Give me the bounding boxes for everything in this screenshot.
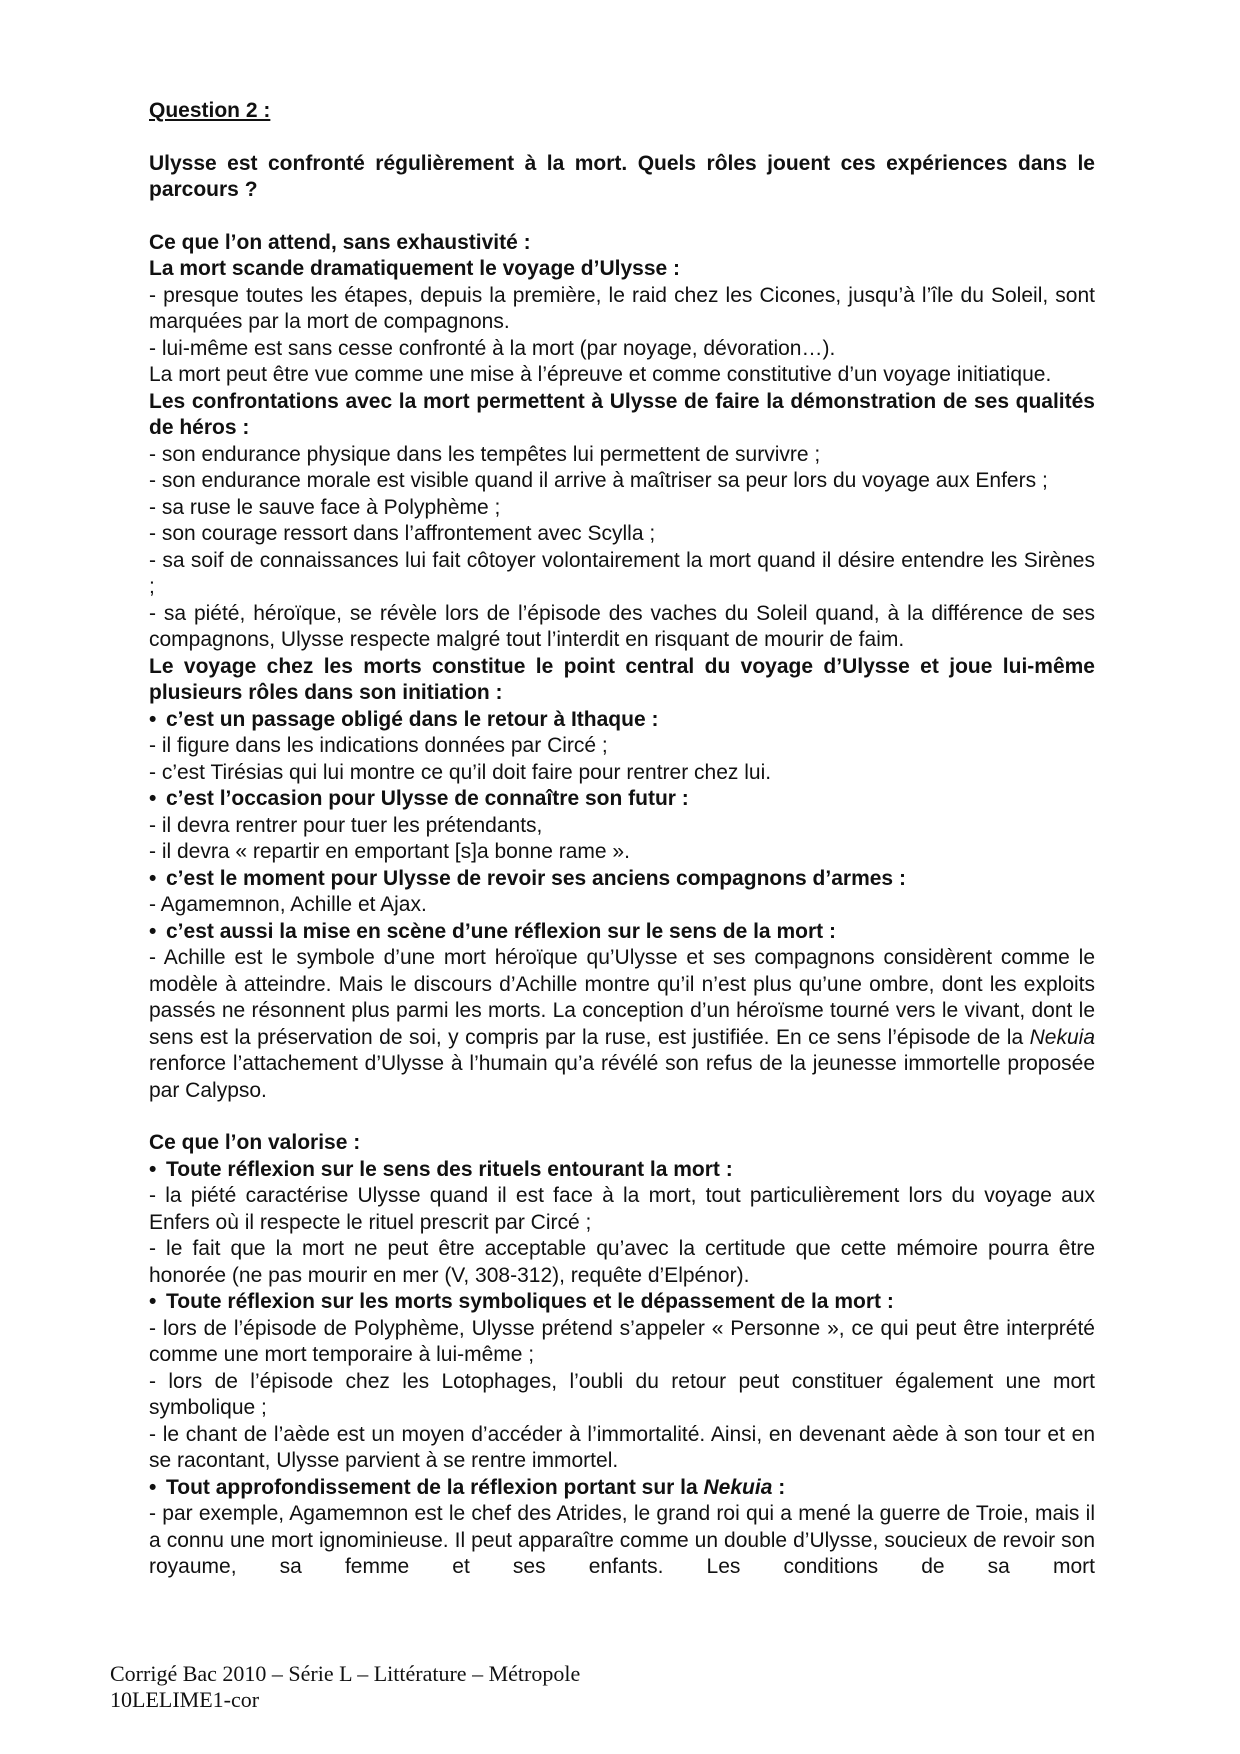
paragraph-text: renforce l’attachement d’Ulysse à l’humain qu’a révélé son refus de la jeunesse immortelle proposée par Calypso. bbox=[149, 1052, 1095, 1102]
document-body bbox=[149, 98, 1095, 1581]
italic-title: Nekuia bbox=[1029, 1025, 1095, 1049]
footer-code: 10LELIME1-cor bbox=[110, 1687, 260, 1712]
spacer bbox=[149, 204, 1095, 230]
bullet-heading bbox=[149, 1475, 1095, 1502]
body-line: - sa piété, héroïque, se révèle lors de l’épisode des vaches du Soleil quand, à la différence de ses compagnons, Ulysse respecte malgré tout l’interdit en risquant de mourir de faim. bbox=[149, 601, 1095, 651]
body-line: - lui-même est sans cesse confronté à la mort (par noyage, dévoration…). bbox=[149, 336, 836, 360]
spacer bbox=[149, 1104, 1095, 1130]
section-heading: La mort scande dramatiquement le voyage d’Ulysse : bbox=[149, 257, 681, 280]
body-line: - presque toutes les étapes, depuis la première, le raid chez les Cicones, jusqu’à l’île du Soleil, sont marquées par la mort de compagnons. bbox=[149, 283, 1095, 333]
bullet-heading: • c’est le moment pour Ulysse de revoir ses anciens compagnons d’armes : bbox=[149, 866, 1095, 893]
spacer bbox=[149, 125, 1095, 151]
body-line: - son endurance morale est visible quand il arrive à maîtriser sa peur lors du voyage aux Enfers ; bbox=[149, 469, 1048, 492]
body-line: - c’est Tirésias qui lui montre ce qu’il doit faire pour rentrer chez lui. bbox=[149, 760, 772, 784]
body-line: - sa ruse le sauve face à Polyphème ; bbox=[149, 495, 501, 519]
bullet-heading: • c’est aussi la mise en scène d’une réflexion sur le sens de la mort : bbox=[149, 919, 1095, 946]
bullet-heading: • c’est l’occasion pour Ulysse de connaître son futur : bbox=[149, 786, 1095, 813]
body-line: - le chant de l’aède est un moyen d’accéder à l’immortalité. Ainsi, en devenant aède à son tour et en se racontant, Ulysse parvient à se rentre immortel. bbox=[149, 1422, 1095, 1472]
body-line: - la piété caractérise Ulysse quand il est face à la mort, tout particulièrement lors du voyage aux Enfers où il respecte le rituel prescrit par Circé ; bbox=[149, 1184, 1095, 1234]
bullet-heading: • Toute réflexion sur le sens des rituels entourant la mort : bbox=[149, 1157, 1095, 1184]
italic-title: Nekuia bbox=[703, 1475, 773, 1499]
question-text: Ulysse est confronté régulièrement à la mort. Quels rôles jouent ces expériences dans le parcours ? bbox=[149, 151, 1095, 201]
body-line: - son endurance physique dans les tempêtes lui permettent de survivre ; bbox=[149, 442, 821, 466]
bullet-heading: • c’est un passage obligé dans le retour à Ithaque : bbox=[149, 707, 1095, 734]
body-line: La mort peut être vue comme une mise à l’épreuve et comme constitutive d’un voyage initiatique. bbox=[149, 363, 1052, 386]
expected-heading: Ce que l’on attend, sans exhaustivité : bbox=[149, 230, 531, 254]
heading-text: Tout approfondissement de la réflexion portant sur la bbox=[166, 1475, 704, 1499]
body-paragraph: - par exemple, Agamemnon est le chef des Atrides, le grand roi qui a mené la guerre de Troie, mais il a connu une mort ignominieuse. Il peut apparaître comme un double d’Ulysse, soucieux de revoir son royaume, sa femme et ses enfants. Les conditions de sa mort bbox=[149, 1502, 1095, 1578]
footer-title: Corrigé Bac 2010 – Série L – Littérature – Métropole bbox=[110, 1661, 581, 1686]
body-line: - son courage ressort dans l’affrontement avec Scylla ; bbox=[149, 522, 656, 545]
valued-heading: Ce que l’on valorise : bbox=[149, 1131, 361, 1154]
body-line: - sa soif de connaissances lui fait côtoyer volontairement la mort quand il désire entendre les Sirènes ; bbox=[149, 548, 1095, 598]
body-line: - il devra « repartir en emportant [s]a bonne rame ». bbox=[149, 840, 630, 863]
question-title: Question 2 : bbox=[149, 99, 271, 122]
paragraph-text: - Achille est le symbole d’une mort héroïque qu’Ulysse et ses compagnons considèrent comme le modèle à atteindre. Mais le discours d’Achille montre qu’il n’est plus qu’une ombre, dont les exploits passés ne résonnent plus parmi les morts. La conception d’un héroïsme tourné vers le vivant, dont le sens est la préservation de soi, y compris par la ruse, est justifiée. En ce sens l’épisode de la bbox=[149, 946, 1095, 1049]
body-line: - le fait que la mort ne peut être acceptable qu’avec la certitude que cette mémoire pourra être honorée (ne pas mourir en mer (V, 308-312), requête d’Elpénor). bbox=[149, 1237, 1095, 1287]
heading-text: : bbox=[772, 1475, 786, 1499]
page-footer bbox=[110, 1661, 580, 1713]
body-line: - il devra rentrer pour tuer les prétendants, bbox=[149, 813, 543, 837]
body-line: - lors de l’épisode chez les Lotophages, l’oubli du retour peut constituer également une mort symbolique ; bbox=[149, 1369, 1095, 1419]
section-heading: Les confrontations avec la mort permettent à Ulysse de faire la démonstration de ses qualités de héros : bbox=[149, 389, 1095, 439]
section-heading: Le voyage chez les morts constitue le point central du voyage d’Ulysse et joue lui-même plusieurs rôles dans son initiation : bbox=[149, 654, 1095, 704]
bullet-heading: • Toute réflexion sur les morts symboliques et le dépassement de la mort : bbox=[149, 1289, 1095, 1316]
body-paragraph bbox=[149, 945, 1095, 1104]
body-line: - lors de l’épisode de Polyphème, Ulysse prétend s’appeler « Personne », ce qui peut être interprété comme une mort temporaire à lui-même ; bbox=[149, 1316, 1095, 1366]
body-line: - il figure dans les indications données par Circé ; bbox=[149, 734, 608, 757]
body-line: - Agamemnon, Achille et Ajax. bbox=[149, 893, 427, 916]
